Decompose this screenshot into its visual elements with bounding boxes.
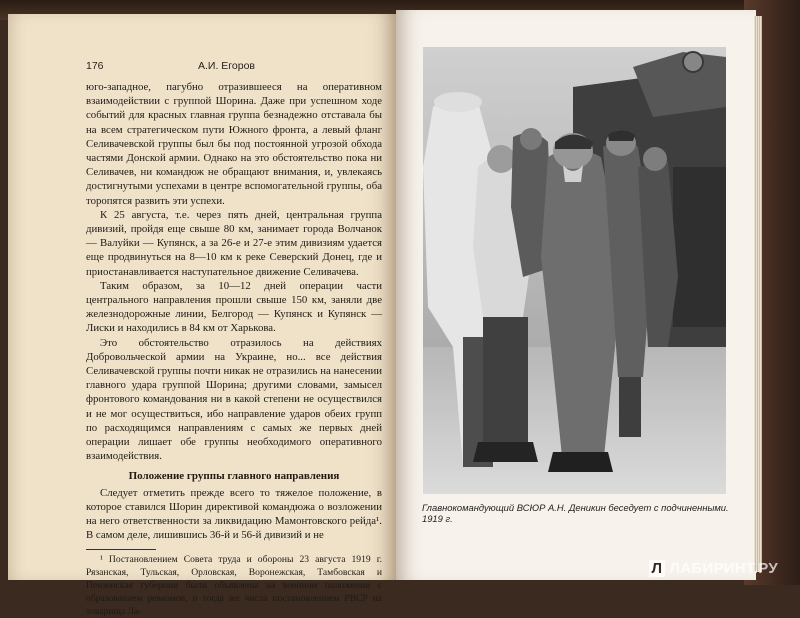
- running-head-author: А.И. Егоров: [198, 60, 256, 72]
- right-page: [396, 10, 756, 580]
- paragraph: Следует отметить прежде всего то тяжелое положение, в которое ставился Шорин директивой командюжа о возложении на него ответственности за ликвидацию Мамонтовского рейда¹. В самом деле, лишившись 36-й и 56-й дивизий и не: [86, 486, 382, 542]
- historical-photo-icon: [423, 47, 726, 494]
- watermark: [649, 560, 778, 577]
- page-edge: [754, 16, 762, 572]
- paragraph: Таким образом, за 10—12 дней операции части центрального направления прошли свыше 150 км, заняли две железнодорожные линии, Белгород — Купянск и Купянск — Лиски и находились в 84 км от Харькова.: [86, 279, 382, 335]
- left-page: [8, 14, 396, 617]
- photo-caption: Главнокомандующий ВСЮР А.Н. Деникин беседует с подчиненными. 1919 г.: [422, 502, 729, 524]
- paragraph: К 25 августа, т.е. через пять дней, центральная группа дивизий, пройдя еще свыше 80 км, занимает города Волчанок — Валуйки — Купянск, а за 26-е и 27-е этим дивизиям удается еще продвинуться на 8—10 км к реке Северский Донец, где и приостанавливается наступательное движение Селивачева.: [86, 208, 382, 278]
- paragraph: юго-западное, пагубно отразившееся на оперативном взаимодействии с группой Шорина. Даже при успешном ходе событий для красных главная группа безнадежно отставала бы на всем стратегическом пути Южного фронта, а левый фланг Селивачевской группы был бы под постоянной угрозой обхода частями Донской армии. Однако на это обстоятельство пока ни Селивачев, ни командюж не обращают внимания, и, увлекаясь достигнутыми успехами в центре вспомогательной группы, оба торопятся развить эти успехи.: [86, 81, 382, 207]
- page-number: 176: [86, 60, 104, 72]
- footnote-rule: [86, 549, 156, 550]
- watermark-text: ЛАБИРИНТ.РУ: [669, 560, 778, 577]
- section-heading: Положение группы главного направления: [128, 470, 340, 483]
- body-text: [86, 80, 382, 618]
- paragraph: Это обстоятельство отразилось на действиях Добровольческой армии на Украине, но... все действия Селивачевской группы почти никак не отразились на нанесении главного удара группой Шорина; другими словами, замысел фронтового командования ни в какой степени не осуществился и не мог осуществиться, ибо направление ударов обеих групп по расходящимся направлениям с самых же первых дней операции лишает обе группы необходимого оперативного взаимодействия.: [86, 336, 382, 463]
- watermark-logo-icon: Л: [649, 560, 666, 577]
- footnote: ¹ Постановлением Совета труда и обороны 23 августа 1919 г. Рязанская, Тульская, Орловская, Воронежская, Тамбовская и Пензенская губернии были объявлены на военном положении с образованием ревкомов, и тогда же числа постановлением РВСР на товарища Ла-: [86, 553, 382, 617]
- open-book: [8, 10, 758, 617]
